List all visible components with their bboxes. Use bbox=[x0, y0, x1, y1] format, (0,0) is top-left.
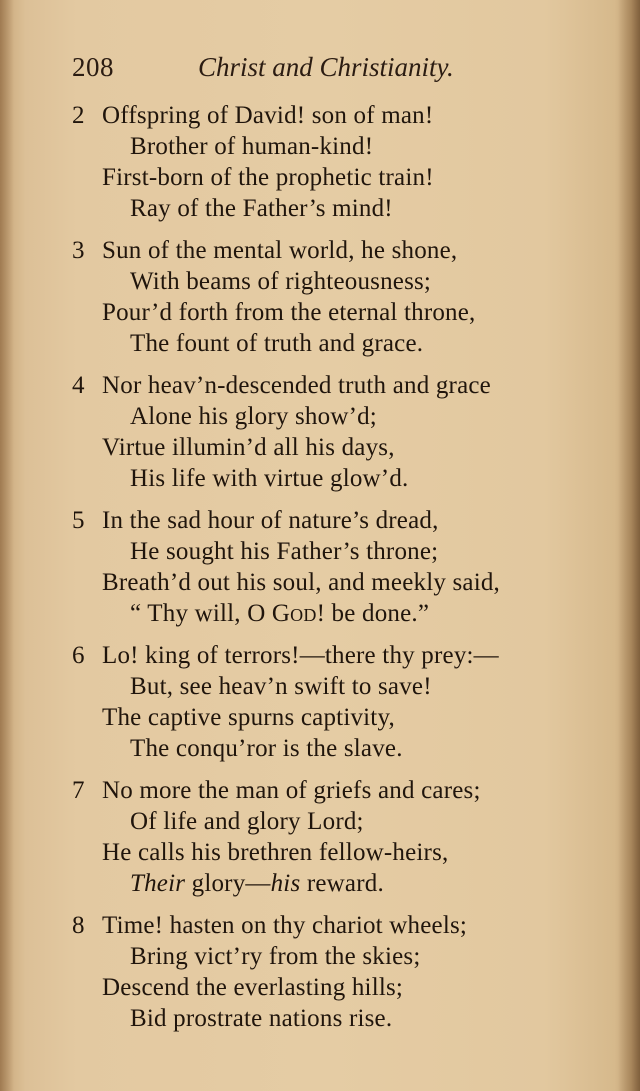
stanza-4 bbox=[72, 370, 592, 494]
page-header bbox=[72, 52, 482, 92]
verse-text: glory— bbox=[185, 870, 271, 897]
verse-line: Lo! king of terrors!—there thy prey:— bbox=[102, 642, 499, 669]
verse-line: Breath’d out his soul, and meekly said, bbox=[102, 569, 501, 596]
verse-line: The fount of truth and grace. bbox=[130, 330, 424, 357]
stanza-number: 7 bbox=[72, 777, 85, 804]
verse-line bbox=[72, 868, 592, 899]
verse-line: Bring vict’ry from the skies; bbox=[130, 943, 421, 970]
verse-text: reward. bbox=[300, 870, 384, 897]
stanza-number: 3 bbox=[72, 237, 85, 264]
verse-text: ! be done.” bbox=[316, 600, 430, 627]
verse-line: Nor heav’n-descended truth and grace bbox=[102, 372, 491, 399]
verse-line: Of life and glory Lord; bbox=[130, 808, 364, 835]
stanza-8 bbox=[72, 910, 592, 1034]
verse-line: Ray of the Father’s mind! bbox=[130, 195, 393, 222]
verse-line: Descend the everlasting hills; bbox=[102, 974, 404, 1001]
verse-line: He sought his Father’s throne; bbox=[130, 538, 439, 565]
emphasis: Their bbox=[130, 870, 186, 897]
verse-line: But, see heav’n swift to save! bbox=[130, 673, 432, 700]
stanza-number: 4 bbox=[72, 372, 85, 399]
verse-line: First-born of the prophetic train! bbox=[102, 164, 434, 191]
stanza-number: 5 bbox=[72, 507, 85, 534]
verse-line: Offspring of David! son of man! bbox=[102, 102, 434, 129]
verse-line: In the sad hour of nature’s dread, bbox=[102, 507, 439, 534]
verse-line: Sun of the mental world, he shone, bbox=[102, 237, 458, 264]
verse-text: “ Thy will, O bbox=[130, 600, 272, 627]
stanza-number: 6 bbox=[72, 642, 85, 669]
emphasis: his bbox=[270, 870, 301, 897]
verse-line: Pour’d forth from the eternal throne, bbox=[102, 299, 476, 326]
verse-line: Brother of human-kind! bbox=[130, 133, 374, 160]
hymn-text bbox=[72, 100, 592, 1045]
verse-line: With beams of righteousness; bbox=[130, 268, 432, 295]
stanza-7 bbox=[72, 775, 592, 899]
verse-line bbox=[72, 598, 592, 629]
page-number: 208 bbox=[72, 52, 114, 82]
verse-line: The captive spurns captivity, bbox=[102, 704, 395, 731]
verse-line: He calls his brethren fellow-heirs, bbox=[102, 839, 449, 866]
stanza-number: 8 bbox=[72, 912, 85, 939]
stanza-2 bbox=[72, 100, 592, 224]
running-title: Christ and Christianity. bbox=[198, 52, 454, 82]
verse-line: No more the man of griefs and cares; bbox=[102, 777, 481, 804]
verse-line: His life with virtue glow’d. bbox=[130, 465, 409, 492]
stanza-3 bbox=[72, 235, 592, 359]
verse-line: Time! hasten on thy chariot wheels; bbox=[102, 912, 468, 939]
verse-line: Bid prostrate nations rise. bbox=[130, 1005, 393, 1032]
verse-line: Virtue illumin’d all his days, bbox=[102, 434, 395, 461]
verse-line: Alone his glory show’d; bbox=[130, 403, 377, 430]
stanza-6 bbox=[72, 640, 592, 764]
stanza-number: 2 bbox=[72, 102, 85, 129]
verse-line: The conqu’ror is the slave. bbox=[130, 735, 403, 762]
divine-name: God bbox=[271, 600, 317, 627]
stanza-5 bbox=[72, 505, 592, 629]
